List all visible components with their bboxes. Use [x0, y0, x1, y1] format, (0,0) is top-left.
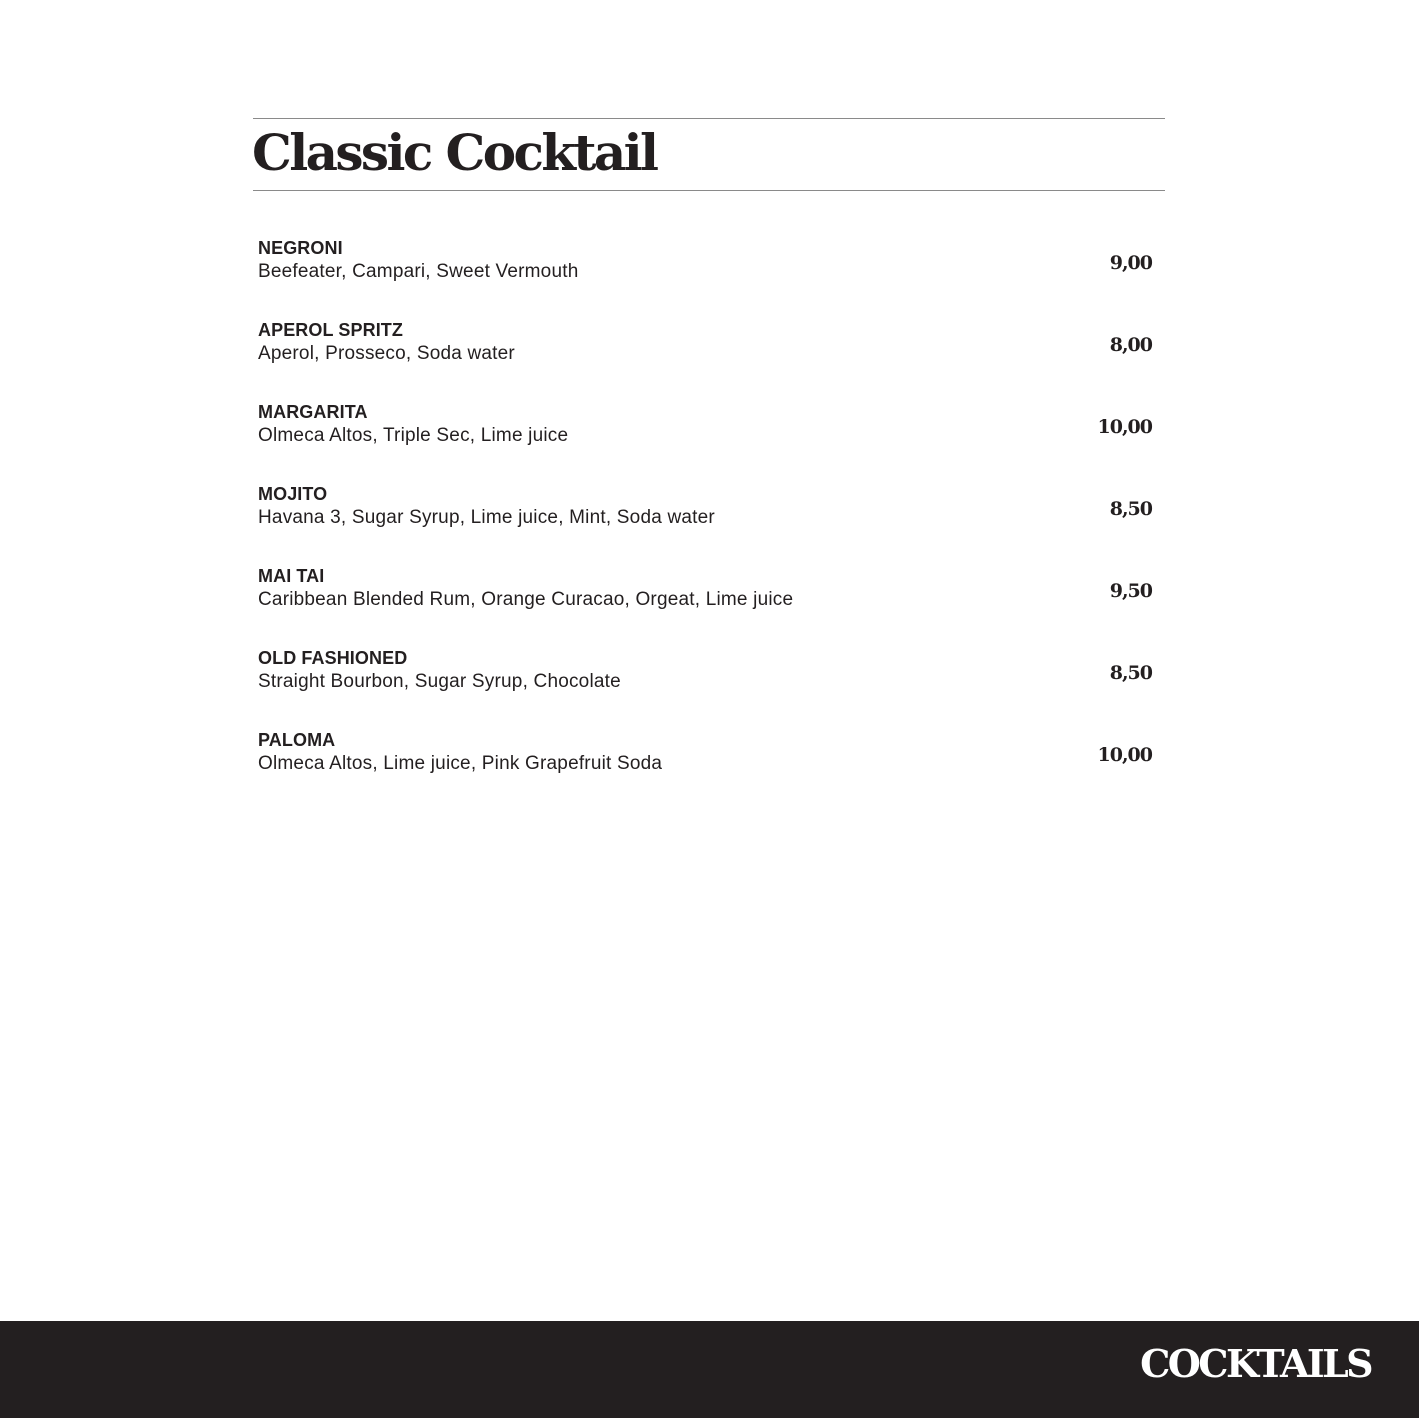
footer-bar: [0, 1321, 1419, 1418]
menu-item: [258, 728, 1152, 784]
cocktail-price: 9,00: [1109, 252, 1152, 274]
cocktail-ingredients: Caribbean Blended Rum, Orange Curacao, Orgeat, Lime juice: [258, 589, 794, 610]
menu-item: [258, 318, 1152, 374]
cocktail-price: 8,00: [1109, 334, 1152, 356]
cocktail-ingredients: Beefeater, Campari, Sweet Vermouth: [258, 261, 579, 282]
footer-section-label: COCKTAILS: [1140, 1341, 1371, 1386]
cocktail-name: MAI TAI: [258, 566, 325, 586]
cocktail-price: 8,50: [1109, 498, 1152, 520]
cocktail-ingredients: Aperol, Prosseco, Soda water: [258, 343, 515, 364]
cocktail-name: APEROL SPRITZ: [258, 320, 403, 340]
cocktail-price: 10,00: [1097, 744, 1152, 766]
cocktail-ingredients: Olmeca Altos, Lime juice, Pink Grapefruit Soda: [258, 753, 663, 774]
menu-item: [258, 482, 1152, 538]
cocktail-name: PALOMA: [258, 730, 336, 750]
cocktail-price: 8,50: [1109, 662, 1152, 684]
cocktail-name: NEGRONI: [258, 238, 343, 258]
menu-item: [258, 236, 1152, 292]
cocktail-price: 10,00: [1097, 416, 1152, 438]
title-bottom-rule: [253, 190, 1165, 191]
cocktail-name: MOJITO: [258, 484, 328, 504]
cocktail-price: 9,50: [1109, 580, 1152, 602]
cocktail-ingredients: Olmeca Altos, Triple Sec, Lime juice: [258, 425, 569, 446]
cocktail-ingredients: Havana 3, Sugar Syrup, Lime juice, Mint, Soda water: [258, 507, 715, 528]
cocktail-list: [258, 236, 1152, 810]
menu-item: [258, 646, 1152, 702]
page-title: Classic Cocktail: [252, 123, 657, 182]
cocktail-ingredients: Straight Bourbon, Sugar Syrup, Chocolate: [258, 671, 621, 692]
menu-item: [258, 564, 1152, 620]
cocktail-name: OLD FASHIONED: [258, 648, 408, 668]
menu-item: [258, 400, 1152, 456]
cocktail-name: MARGARITA: [258, 402, 368, 422]
title-top-rule: [253, 118, 1165, 119]
